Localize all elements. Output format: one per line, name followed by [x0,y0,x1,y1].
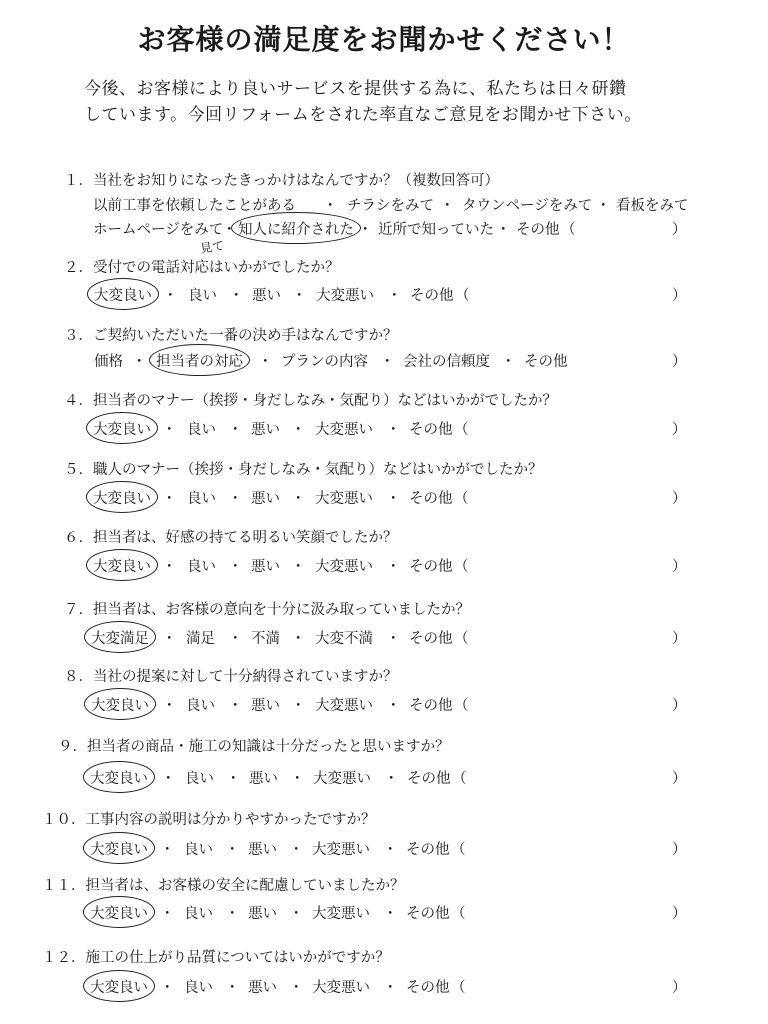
question-text: 担当者は、お客様の意向を十分に汲み取っていましたか？ [93,602,470,618]
separator: ・ [228,491,243,507]
question-10 [42,808,376,829]
option-selected[interactable]: 大変良い [91,694,149,715]
question-6 [64,526,398,547]
option[interactable]: その他 [409,559,453,575]
option-selected[interactable]: 担当者の対応 [156,350,243,371]
question-4 [64,389,557,410]
question-text: 担当者の商品・施工の知識は十分だったと思いますか？ [87,739,450,755]
separator: ・ [222,222,237,238]
option[interactable]: 良い [184,980,213,996]
separator: ・ [160,980,175,996]
separator: ・ [384,771,399,787]
question-1-options-line-2 [0,218,768,238]
option[interactable]: その他 [409,698,453,714]
separator: ・ [380,354,395,370]
option[interactable]: 悪い [251,559,280,575]
option[interactable]: 悪い [248,842,277,858]
question-2-options [0,284,768,304]
separator: ・ [228,422,243,438]
separator: ・ [289,980,304,996]
separator: ・ [163,288,178,304]
paren-open: （ [451,842,466,858]
option-selected[interactable]: 大変良い [94,284,152,305]
paren-close: ） [672,980,687,996]
question-2 [64,256,340,277]
separator: ・ [289,906,304,922]
option[interactable]: その他 [407,771,451,787]
question-text: 工事内容の説明は分かりやすかったですか？ [85,812,376,828]
option[interactable]: 良い [184,906,213,922]
option[interactable]: 良い [187,559,216,575]
paren-close: ） [672,559,687,575]
separator: ・ [387,288,402,304]
question-5 [64,458,543,479]
paren-close: ） [672,842,687,858]
option[interactable]: チラシをみて [347,198,434,214]
question-text: 担当者のマナー（挨拶・身だしなみ・気配り）などはいかがでしたか？ [93,393,557,409]
option[interactable]: 大変悪い [315,559,373,575]
question-11 [42,874,405,895]
separator: ・ [386,559,401,575]
question-8 [64,665,398,686]
option-selected[interactable]: 大変良い [90,838,148,859]
paren-close: ） [672,631,687,647]
option[interactable]: 良い [184,842,213,858]
question-10-options [0,838,768,858]
separator: ・ [162,422,177,438]
question-3 [64,324,398,345]
separator: ・ [501,354,516,370]
separator: ・ [228,559,243,575]
paren-close: ） [672,906,687,922]
question-number: ８． [64,669,93,685]
separator: ・ [596,198,611,214]
separator: ・ [291,631,306,647]
question-1 [64,169,499,190]
question-12 [42,946,390,967]
paren-open: （ [561,222,576,238]
option[interactable]: 良い [186,698,215,714]
question-text: 当社の提案に対して十分納得されていますか？ [93,669,398,685]
option-selected[interactable]: 大変良い [93,418,151,439]
paren-close: ） [672,491,687,507]
separator: ・ [225,906,240,922]
paren-close: ） [672,354,687,370]
question-number: ２． [64,260,93,276]
separator: ・ [225,842,240,858]
option-selected[interactable]: 大変良い [90,902,148,923]
option[interactable]: 会社の信頼度 [403,354,490,370]
paren-open: （ [451,980,466,996]
question-text: 受付での電話対応はいかがでしたか？ [93,260,340,276]
option[interactable]: 看板をみて [616,198,689,214]
option-selected[interactable]: 大変良い [90,767,148,788]
option[interactable]: ホームページをみて [93,222,224,238]
paren-open: （ [455,288,470,304]
question-12-options [0,976,768,996]
paren-open: （ [454,559,469,575]
question-9 [58,735,450,756]
separator: ・ [258,354,273,370]
separator: ・ [289,842,304,858]
paren-close: ） [672,698,687,714]
option[interactable]: 大変悪い [315,698,373,714]
paren-close: ） [672,771,687,787]
separator: ・ [290,771,305,787]
question-number: ９． [58,739,87,755]
question-text: 当社をお知りになったきっかけはなんですか？（複数回答可） [93,173,499,189]
option[interactable]: その他 [410,288,454,304]
question-number: ３． [64,328,93,344]
separator: ・ [161,771,176,787]
handwritten-note: 見て [199,238,225,256]
option[interactable]: 満足 [186,631,215,647]
option[interactable]: 不満 [251,631,280,647]
separator: ・ [383,906,398,922]
separator: ・ [323,198,338,214]
question-3-options [0,350,768,370]
question-number: ７． [64,602,93,618]
separator: ・ [440,198,455,214]
separator: ・ [225,980,240,996]
question-7 [64,598,470,619]
intro-line-1: 今後、お客様により良いサービスを提供する為に、私たちは日々研鑽 [84,79,627,99]
option[interactable]: その他 [409,631,453,647]
option[interactable]: 近所で知っていた [378,222,494,238]
question-number: １２． [42,950,86,966]
option[interactable]: その他 [409,422,453,438]
option[interactable]: 良い [187,491,216,507]
option-selected[interactable]: 大変良い [90,976,148,997]
option[interactable]: 悪い [251,491,280,507]
question-text: 職人のマナー（挨拶・身だしなみ・気配り）などはいかがでしたか？ [93,462,543,478]
separator: ・ [383,980,398,996]
question-number: ５． [64,462,93,478]
option-selected[interactable]: 大変良い [93,555,151,576]
separator: ・ [160,842,175,858]
option[interactable]: 悪い [248,906,277,922]
question-7-options [0,627,768,647]
question-8-options [0,694,768,714]
option[interactable]: プランの内容 [281,354,368,370]
option[interactable]: タウンページをみて [462,198,593,214]
option[interactable]: 大変悪い [316,288,374,304]
question-text: ご契約いただいた一番の決め手はなんですか？ [93,328,398,344]
intro-line-2: しています。今回リフォームをされた率直なご意見をお聞かせ下さい。 [84,105,642,125]
separator: ・ [386,631,401,647]
separator: ・ [160,906,175,922]
separator: ・ [358,222,373,238]
question-text: 担当者は、お客様の安全に配慮していましたか？ [85,878,405,894]
option[interactable]: 良い [187,422,216,438]
paren-open: （ [454,491,469,507]
option[interactable]: 良い [188,288,217,304]
option[interactable]: 大変悪い [315,422,373,438]
option[interactable]: 価格 [94,354,123,370]
option[interactable]: 悪い [249,771,278,787]
option[interactable]: その他 [524,354,568,370]
separator: ・ [228,698,243,714]
question-number: １０． [42,812,86,828]
paren-close: ） [672,222,687,238]
paren-open: （ [454,422,469,438]
option[interactable]: 悪い [252,288,281,304]
separator: ・ [162,631,177,647]
question-5-options [0,487,768,507]
paren-open: （ [454,631,469,647]
separator: ・ [226,771,241,787]
separator: ・ [229,288,244,304]
option[interactable]: 大変悪い [315,491,373,507]
option[interactable]: 悪い [248,980,277,996]
separator: ・ [291,559,306,575]
option[interactable]: 大変悪い [313,771,371,787]
paren-open: （ [454,698,469,714]
separator: ・ [228,631,243,647]
option[interactable]: その他 [406,906,450,922]
separator: ・ [291,491,306,507]
separator: ・ [162,698,177,714]
option[interactable]: その他 [406,842,450,858]
separator: ・ [162,491,177,507]
question-4-options [0,418,768,438]
option[interactable]: その他 [516,222,560,238]
option[interactable]: その他 [406,980,450,996]
option[interactable]: 悪い [251,422,280,438]
option[interactable]: 大変悪い [312,906,370,922]
paren-open: （ [452,771,467,787]
question-number: ６． [64,530,93,546]
paren-close: ） [672,288,687,304]
separator: ・ [291,698,306,714]
separator: ・ [291,422,306,438]
question-number: １． [64,173,93,189]
separator: ・ [292,288,307,304]
separator: ・ [386,422,401,438]
question-text: 施工の仕上がり品質についてはいかがですか？ [85,950,390,966]
question-9-options [0,767,768,787]
option-selected[interactable]: 大変満足 [91,627,149,648]
option[interactable]: 大変悪い [312,980,370,996]
option[interactable]: その他 [409,491,453,507]
question-6-options [0,555,768,575]
question-1-options-line-1 [0,194,768,214]
option-selected[interactable]: 大変良い [93,487,151,508]
option[interactable]: 良い [185,771,214,787]
option[interactable]: 大変悪い [312,842,370,858]
survey-title: お客様の満足度をお聞かせください！ [137,23,631,56]
paren-close: ） [672,422,687,438]
question-text: 担当者は、好感の持てる明るい笑顔でしたか？ [93,530,398,546]
option[interactable]: 以前工事を依頼したことがある [93,198,296,214]
question-number: ４． [64,393,93,409]
separator: ・ [496,222,511,238]
option[interactable]: 大変不満 [315,631,373,647]
separator: ・ [383,842,398,858]
question-11-options [0,902,768,922]
separator: ・ [386,698,401,714]
separator: ・ [386,491,401,507]
option-selected[interactable]: 知人に紹介された [238,218,354,239]
separator: ・ [162,559,177,575]
separator: ・ [132,354,147,370]
option[interactable]: 悪い [251,698,280,714]
paren-open: （ [451,906,466,922]
question-number: １１． [42,878,86,894]
